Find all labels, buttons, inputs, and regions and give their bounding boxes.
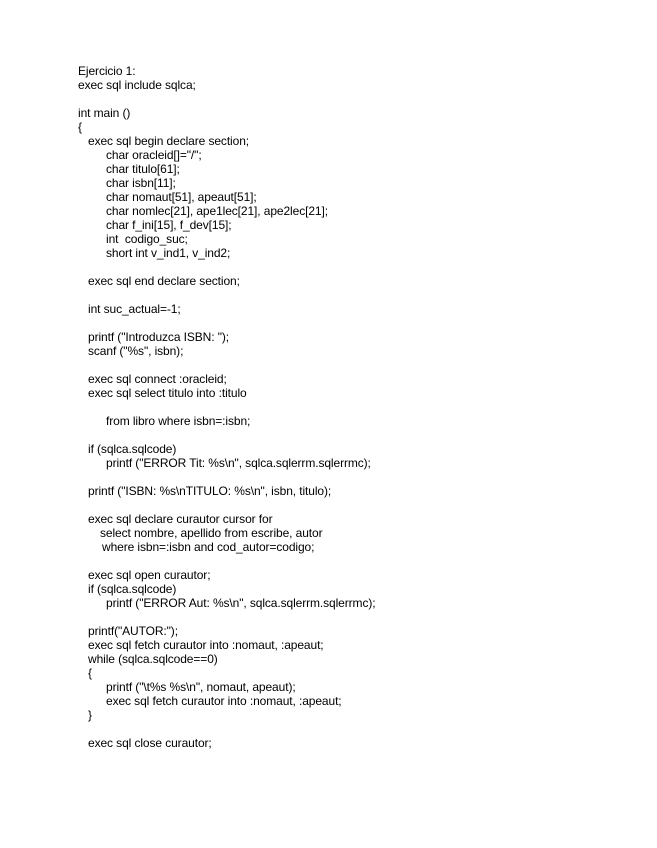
code-line: int codigo_suc; [106, 232, 188, 246]
code-line: printf ("Introduzca ISBN: "); [88, 330, 230, 344]
code-line: printf ("\t%s %s\n", nomaut, apeaut); [106, 680, 296, 694]
code-line: exec sql select titulo into :titulo [88, 386, 247, 400]
code-line: short int v_ind1, v_ind2; [106, 246, 231, 260]
blank-line [78, 316, 375, 330]
code-line: Ejercicio 1: [78, 64, 136, 78]
code-line: char isbn[11]; [106, 176, 176, 190]
code-line: char nomaut[51], apeaut[51]; [106, 190, 257, 204]
blank-line [78, 470, 375, 484]
blank-line [78, 288, 375, 302]
code-line: exec sql declare curautor cursor for [88, 512, 273, 526]
code-line: exec sql connect :oracleid; [88, 372, 227, 386]
code-line: where isbn=:isbn and cod_autor=codigo; [102, 540, 315, 554]
blank-line [78, 428, 375, 442]
blank-line [78, 554, 375, 568]
code-line: while (sqlca.sqlcode==0) [88, 652, 218, 666]
code-line: char nomlec[21], ape1lec[21], ape2lec[21]; [106, 204, 328, 218]
code-line: exec sql fetch curautor into :nomaut, :apeaut; [106, 694, 342, 708]
code-line: int main () [78, 106, 131, 120]
code-line: exec sql close curautor; [88, 736, 212, 750]
code-line: printf("AUTOR:"); [88, 624, 178, 638]
code-line: exec sql begin declare section; [88, 134, 249, 148]
code-line: exec sql fetch curautor into :nomaut, :apeaut; [88, 638, 324, 652]
blank-line [78, 358, 375, 372]
blank-line [78, 610, 375, 624]
code-line: exec sql end declare section; [88, 274, 240, 288]
code-line: char f_ini[15], f_dev[15]; [106, 218, 232, 232]
code-line: select nombre, apellido from escribe, autor [100, 526, 323, 540]
code-line: { [78, 120, 82, 134]
code-line: printf ("ERROR Aut: %s\n", sqlca.sqlerrm.sqlerrmc); [106, 596, 376, 610]
blank-line [78, 400, 375, 414]
code-line: from libro where isbn=:isbn; [106, 414, 251, 428]
blank-line [78, 722, 375, 736]
code-line: } [88, 708, 92, 722]
code-line: if (sqlca.sqlcode) [88, 582, 177, 596]
blank-line [78, 92, 375, 106]
code-line: char titulo[61]; [106, 162, 180, 176]
code-line: printf ("ISBN: %s\nTITULO: %s\n", isbn, titulo); [88, 484, 332, 498]
code-line: if (sqlca.sqlcode) [88, 442, 177, 456]
blank-line [78, 498, 375, 512]
code-line: int suc_actual=-1; [88, 302, 181, 316]
blank-line [78, 260, 375, 274]
code-line: printf ("ERROR Tit: %s\n", sqlca.sqlerrm.sqlerrmc); [106, 456, 371, 470]
code-line: exec sql include sqlca; [78, 78, 196, 92]
code-line: char oracleid[]="/"; [106, 148, 202, 162]
code-listing [78, 64, 375, 750]
code-line: scanf ("%s", isbn); [88, 344, 184, 358]
code-line: exec sql open curautor; [88, 568, 211, 582]
code-line: { [88, 666, 92, 680]
